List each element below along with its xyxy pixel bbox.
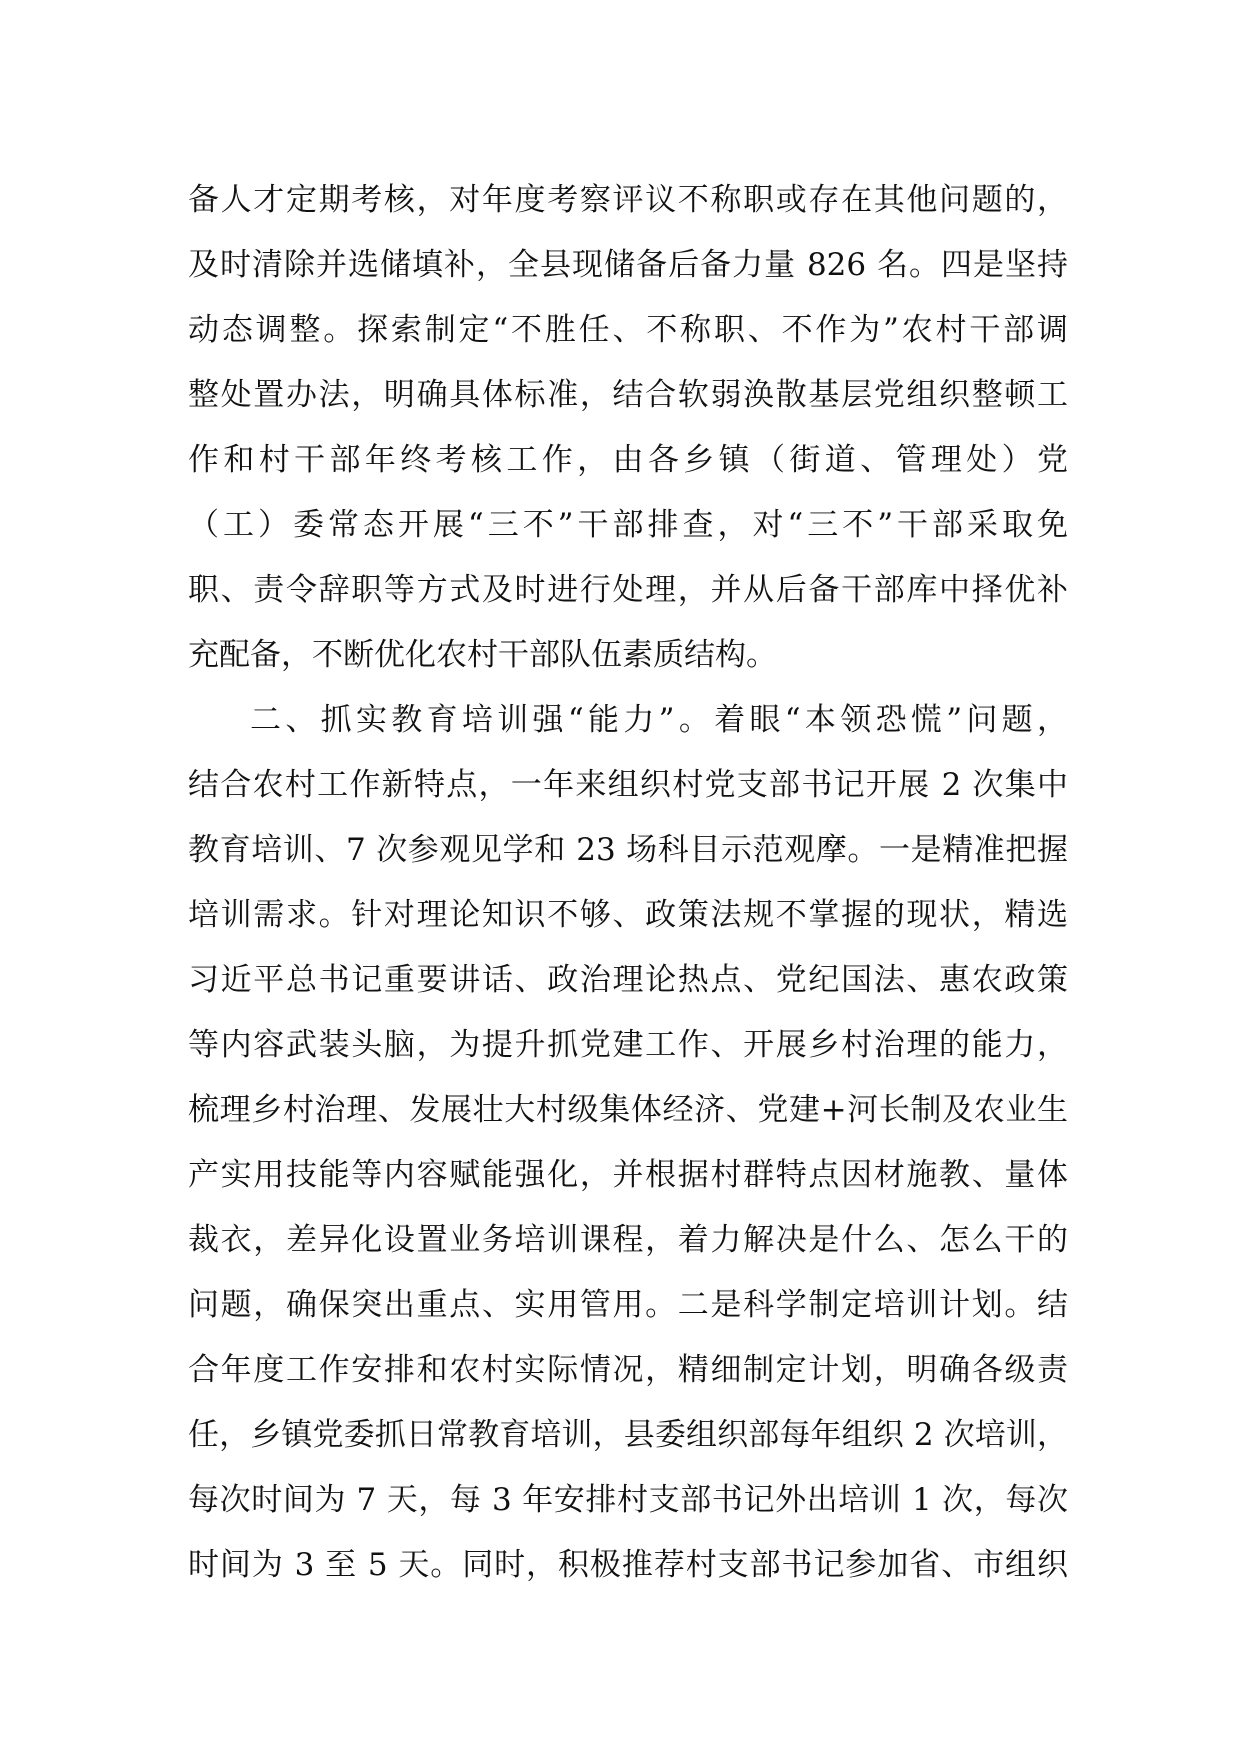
text-line: 充配备，不断优化农村干部队伍素质结构。 [188,637,777,673]
text-line: 作和村干部年终考核工作，由各乡镇（街道、管理处）党 [188,442,1068,478]
body-text [188,168,1068,1598]
text-line: 教育培训、7 次参观见学和 23 场科目示范观摩。一是精准把握 [188,832,1068,868]
text-line: 等内容武装头脑，为提升抓党建工作、开展乡村治理的能力， [188,1027,1068,1063]
text-line: 培训需求。针对理论知识不够、政策法规不掌握的现状，精选 [188,897,1068,933]
paragraph-heading-line: 二、抓实教育培训强“能力”。着眼“本领恐慌”问题， [250,702,1068,738]
text-line: 每次时间为 7 天，每 3 年安排村支部书记外出培训 1 次，每次 [188,1482,1068,1518]
text-line: 梳理乡村治理、发展壮大村级集体经济、党建+河长制及农业生 [188,1092,1068,1128]
text-line: 问题，确保突出重点、实用管用。二是科学制定培训计划。结 [188,1287,1068,1323]
text-line: 产实用技能等内容赋能强化，并根据村群特点因材施教、量体 [188,1157,1068,1193]
text-line: 时间为 3 至 5 天。同时，积极推荐村支部书记参加省、市组织 [188,1547,1068,1583]
text-line: 职、责令辞职等方式及时进行处理，并从后备干部库中择优补 [188,572,1068,608]
text-line: 习近平总书记重要讲话、政治理论热点、党纪国法、惠农政策 [188,962,1068,998]
text-line: 合年度工作安排和农村实际情况，精细制定计划，明确各级责 [188,1352,1068,1388]
text-line: 裁衣，差异化设置业务培训课程，着力解决是什么、怎么干的 [188,1222,1068,1258]
text-line: 整处置办法，明确具体标准，结合软弱涣散基层党组织整顿工 [188,377,1068,413]
text-line: 及时清除并选储填补，全县现储备后备力量 826 名。四是坚持 [188,247,1068,283]
text-line: 结合农村工作新特点，一年来组织村党支部书记开展 2 次集中 [188,767,1068,803]
text-line: 任，乡镇党委抓日常教育培训，县委组织部每年组织 2 次培训， [188,1417,1068,1453]
text-line: 动态调整。探索制定“不胜任、不称职、不作为”农村干部调 [188,312,1068,348]
text-line: （工）委常态开展“三不”干部排查，对“三不”干部采取免 [188,507,1068,543]
text-line: 备人才定期考核，对年度考察评议不称职或存在其他问题的， [188,182,1068,218]
